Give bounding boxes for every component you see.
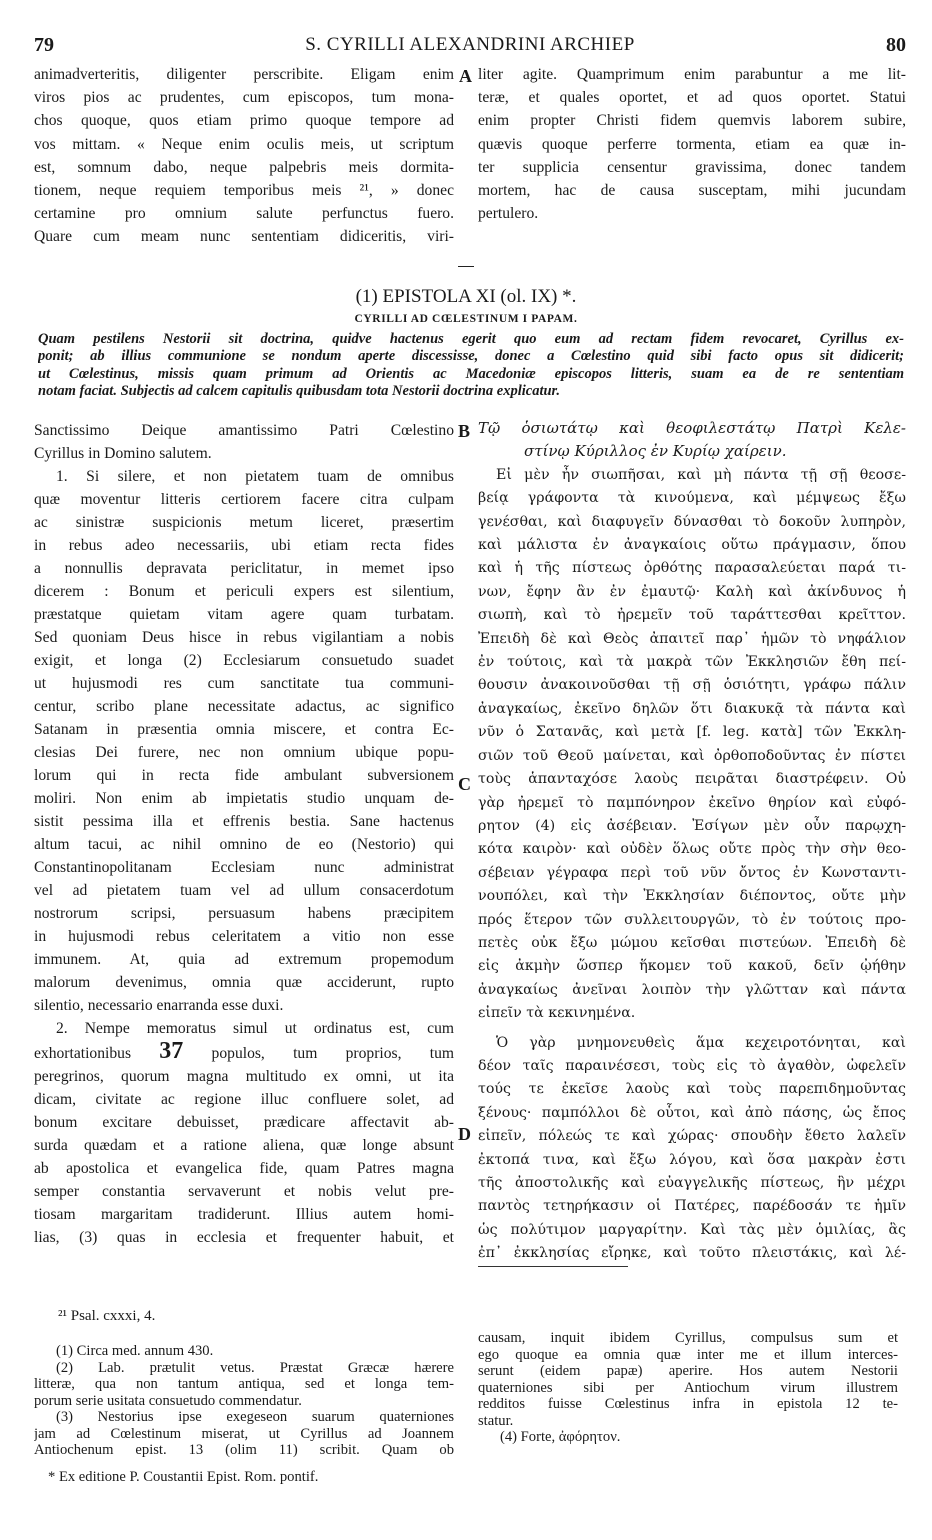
text-line: σιωπὴ, καὶ τὸ ἠρεμεῖν τοῦ ταράττεσθαι κρεῖττον. bbox=[478, 607, 906, 624]
text-line: σιῶν τοῦ Θεοῦ μαίνεται, καὶ ὀρθοποδοῦντας ἐν πίστει bbox=[478, 747, 906, 764]
salutation-line: Sanctissimo Deique amantissimo Patri Cœlestino bbox=[34, 422, 454, 439]
footnote-line: * Ex editione P. Coustantii Epist. Rom. pontif. bbox=[48, 1468, 319, 1485]
text-line: βείᾳ γράφοντα τὰ κινούμενα, καὶ μέμψεως ἔξω bbox=[478, 490, 906, 507]
text-line: θουσιν ἀνακοινοῦσθαι τῇ σῇ ὁσιότητι, γράφω πάλιν bbox=[478, 677, 906, 694]
text-line: νων, ἔφην ἂν ἐν ἐμαυτῷ· Καλὴ καὶ ἀκίνδυνος ἡ bbox=[478, 583, 906, 600]
text-line: a nonnullis depravata periclitatur, in memet ipso bbox=[34, 560, 454, 577]
text-line: ἐπ᾽ ἐκκλησίας εἴρηκε, καὶ τοῦτο πλειστάκις, καὶ λέ- bbox=[478, 1245, 906, 1262]
text-line: centur, scribo plane necessitate adactus, ac significo bbox=[34, 698, 454, 715]
text-line: καὶ μάλιστα ἐν ἀναγκαίοις οὕτω πράγμασιν, ὅπου bbox=[478, 537, 906, 554]
text-line: ac sinistræ suspicionis metum liceret, præsertim bbox=[34, 514, 454, 531]
text-line: ἐν τούτοις, καὶ τὰ μακρὰ τῶν Ἐκκλησιῶν ἔθη πεί- bbox=[478, 654, 906, 671]
footnotes-right bbox=[478, 1330, 898, 1446]
margin-marker-c: C bbox=[458, 774, 471, 794]
greek-salutation: στίνῳ Κύριλλος ἐν Κυρίῳ χαίρειν. bbox=[524, 442, 787, 461]
text-line: Ἐπειδὴ δὲ καὶ Θεὸς ἀπαιτεῖ παρ᾽ ἡμῶν τὸ νηφάλιον bbox=[478, 630, 906, 647]
text-line: 1. Si silere, et non pietatem tuam de omnibus bbox=[56, 468, 454, 485]
text-line: clesias Dei furere, nec non omnium ubique popu- bbox=[34, 744, 454, 761]
salutation-line: Cyrillus in Domino salutem. bbox=[34, 445, 212, 462]
text-line: moliri. Non enim ab impietatis studio unquam de- bbox=[34, 790, 454, 807]
text-line: Εἰ μὲν ἦν σιωπῆσαι, καὶ μὴ πάντα τῇ σῇ θεοσε- bbox=[496, 466, 906, 483]
text-line: τοὺς ἁπανταχόσε λαοὺς πειρᾶται διαστρέφειν. Οὐ bbox=[478, 771, 906, 788]
text-line: τῆς ἀποστολικῆς καὶ εὐαγγελικῆς πίστεως, ἣν μέχρι bbox=[478, 1175, 906, 1191]
footnote-line: litteræ, qua non tantum antiqua, sed et longa tem- bbox=[34, 1376, 454, 1392]
text-line: ἀναγκαίως, ἐκεῖνο δηλῶν ὅτι διακυκᾷ τὰ πάντα καὶ bbox=[478, 700, 906, 717]
text-line: est, somnum dabo, neque palpebris meis dormita- bbox=[34, 158, 454, 176]
text-line: ut hujusmodi res cum sanctitate tua communi- bbox=[34, 675, 454, 692]
text-line: νῦν ὁ Σατανᾶς, καὶ μετὰ [f. leg. κατὰ] τῶν Ἐκκλη- bbox=[478, 724, 906, 741]
text-line: ἐκτοπά τινα, καὶ ἔξω λόγου, καὶ ὅσα μακρὰν ἐστι bbox=[478, 1151, 906, 1168]
summary-line: ut Cœlestinus, missis quam primum ad Orientis ac Macedoniæ episcopos litteris, suam ea de re sententiam bbox=[38, 365, 904, 382]
text-line: peregrinos, quorum magna multitudo ex omni, ut ita bbox=[34, 1068, 454, 1085]
summary-line: notam faciat. Subjectis ad calcem capitulis quibusdam tota Nestorii doctrina explicatur. bbox=[38, 382, 561, 399]
text-line: silentio, necessario enarranda esse duxi. bbox=[34, 997, 284, 1014]
text-line: εἰπεῖν τὰ κεκινημένα. bbox=[478, 1005, 636, 1022]
footnote-line: statur. bbox=[478, 1412, 514, 1429]
text-line: γὰρ ἠρεμεῖ τὸ παμπόνηρον ἐκεῖνο θηρίον καὶ εὐφό- bbox=[478, 794, 906, 811]
text-line: ab apostolica et evangelica fide, quam Patres magna bbox=[34, 1160, 454, 1177]
text-line: πετὲς οὐκ ἔξω μώμου κεῖσθαι πιστεύων. Ἐπειδὴ δὲ bbox=[478, 934, 906, 951]
text-line: πρός ἕτερον τῶν συλλειτουργῶν, τὸ ἐν τούτοις προ- bbox=[478, 911, 906, 928]
text-line: τούς τε ἐκεῖσε λαοὺς καὶ τοὺς παρεπιδημοῦντας bbox=[478, 1081, 906, 1098]
text-line: mortem, hac de causa susceptam, mihi jucundam bbox=[478, 182, 906, 200]
text-line: liter agite. Quamprimum enim parabuntur a me lit- bbox=[478, 66, 906, 83]
epistle-summary bbox=[38, 331, 904, 400]
footnote-line: porum serie usitata consuetudo commendatur. bbox=[34, 1392, 302, 1409]
text-line: dicerem : Bonum et periculi expers est silentium, bbox=[34, 583, 454, 600]
text-line: surda quædam et a ratione aliena, quæ longe absunt bbox=[34, 1137, 454, 1154]
text-line: exigit, et longa (2) Ecclesiarum consuetudo suadet bbox=[34, 652, 454, 669]
text-line: lias, (3) quas in ecclesia et frequenter habuit, et bbox=[34, 1229, 454, 1246]
text-line: ter supplicia censentur gravissima, donec tandem bbox=[478, 158, 906, 176]
greek-column bbox=[478, 417, 906, 1266]
text-line: quævis quoque perferre tormenta, etiam ea quæ in- bbox=[478, 135, 906, 153]
text-line: καὶ ἡ τῆς πίστεως ὀρθότης παρασαλεύεται παρά τι- bbox=[478, 560, 906, 577]
text-line: pertulero. bbox=[478, 205, 539, 223]
text-line: vos mittam. « Neque enim oculis meis, ut scriptum bbox=[34, 135, 454, 153]
margin-marker-a: A bbox=[459, 66, 472, 86]
footnote-line: quaterniones sibi per Antiochum virum illustrem bbox=[478, 1379, 898, 1396]
text-line: chos quoque, quos etiam primo quoque tempore ad bbox=[34, 112, 454, 130]
footnote-line: causam, inquit ibidem Cyrillus, compulsus sum et bbox=[478, 1330, 898, 1346]
text-fragment: exhortationibus bbox=[34, 1045, 132, 1062]
epistle-subtitle: CYRILLI AD CŒLESTINUM I PAPAM. bbox=[354, 313, 578, 325]
text-line: ξένους· παμπόλλοι δὲ οὗτοι, καὶ ἀπὸ πάσης, ὡς ἔπος bbox=[478, 1104, 906, 1121]
latin-column bbox=[34, 419, 454, 1249]
section-divider bbox=[458, 266, 474, 267]
footnote-line: (2) Lab. prætulit vetus. Præstat Græcæ hærere bbox=[56, 1359, 454, 1376]
text-line: γενέσθαι, καὶ διαφυγεῖν δύνασθαι τὸ δοκοῦν λυπηρὸν, bbox=[478, 513, 906, 530]
text-line: dicam, civitate ac regione illuc confluere solet, ad bbox=[34, 1091, 454, 1108]
margin-marker-d: D bbox=[458, 1124, 471, 1144]
footnote-line: serunt (eidem papæ) aperire. Hos autem Nestorii bbox=[478, 1363, 898, 1379]
text-line: παντὸς τετηρήκασιν οἱ Πατέρες, παρέδοσάν τε ἡμῖν bbox=[478, 1198, 906, 1215]
text-line: vel ad pietatem tuam vel ad ullum consacerdotum bbox=[34, 882, 454, 899]
text-line: sistit pessima illa et effrenis bestia. Sane hactenus bbox=[34, 813, 454, 830]
text-line: enim propter Christi fidem quemvis laborem subire, bbox=[478, 112, 906, 130]
column-number: 37 bbox=[159, 1040, 184, 1064]
text-line: ὡς πολύτιμον μαργαρίτην. Καὶ τὰς μὲν ὁμιλίας, ἃς bbox=[478, 1221, 906, 1238]
text-line: ρητον (4) εἰς ἀσέβειαν. Ἐσίγων μὲν οὖν παρῳχη- bbox=[478, 817, 906, 834]
text-line: Satanam in præsentia omnia miscere, et contra Ec- bbox=[34, 721, 454, 738]
footnote-line: Antiochenum epist. 13 (olim 11) scribit. Quam ob bbox=[34, 1442, 454, 1458]
text-line: Quare cum meam nunc sententiam didiceritis, viri- bbox=[34, 228, 454, 246]
text-line: nostrorum scripsi, persuasum habens præcipitem bbox=[34, 905, 454, 922]
text-line: tiosam margaritam tradiderunt. Illius autem homi- bbox=[34, 1206, 454, 1223]
text-line: Ὁ γὰρ μνημονευθεὶς ἅμα κεχειροτόνηται, καὶ bbox=[496, 1034, 906, 1051]
footnote-line: (4) Forte, ἀφόρητον. bbox=[500, 1429, 621, 1445]
text-line: animadverteritis, diligenter perscribite. Eligam enim bbox=[34, 66, 454, 83]
text-line: viros pios ac prudentes, cum episcopos, tum mona- bbox=[34, 89, 454, 107]
text-line: εἰς ἀκμὴν ὥσπερ ἥκομεν τοῦ κακοῦ, δεῖν ᾠήθην bbox=[478, 958, 906, 975]
top-right-column bbox=[478, 63, 906, 225]
footnote-line: jam ad Cœlestinum miserat, ut Cyrillus ad Joannem bbox=[34, 1425, 454, 1442]
text-line: certamine pro omnium salute perfunctus fuero. bbox=[34, 205, 454, 223]
page-number-left: 79 bbox=[34, 34, 54, 56]
text-line: quæ moventur litteris certiorem facere citra culpam bbox=[34, 491, 454, 508]
scripture-footnote: ²¹ Psal. cxxxi, 4. bbox=[58, 1308, 156, 1324]
margin-marker-b: B bbox=[458, 421, 471, 441]
text-line: teræ, et quales oportet, et ad quos oportet. Statui bbox=[478, 89, 906, 107]
footnote-line: ego quoque ea omnia quæ inter me et illum interces- bbox=[478, 1346, 898, 1363]
text-line-with-column-number bbox=[34, 1040, 454, 1065]
text-line: Constantinopolitanam Ecclesiam nunc administrat bbox=[34, 859, 454, 876]
summary-line: Quam pestilens Nestorii sit doctrina, quidve hactenus egerit quo eum ad rectam fidem revocaret, Cyrillus ex- bbox=[38, 331, 904, 347]
text-line: ἀναγκαίως ἀνεῖναι λοιπὸν τὴν γλῶτταν καὶ πάντα bbox=[478, 981, 906, 998]
text-line: νουπόλει, καὶ τὴν Ἐκκλησίαν διέποντος, οὔτε μὴν bbox=[478, 888, 906, 905]
text-line: præstatque quietam vitam agere quam turbatam. bbox=[34, 606, 454, 623]
text-line: lorum qui in recta fide ambulant subversionem bbox=[34, 767, 454, 784]
epistle-title: (1) EPISTOLA XI (ol. IX) *. bbox=[355, 286, 577, 307]
text-line: in rebus adeo necessariis, ubi etiam recta fides bbox=[34, 537, 454, 554]
footnotes-left bbox=[34, 1343, 454, 1485]
summary-line: ponit; ab illius communione se nondum aperte discessisse, donec a Cœlestino quid sibi facto opus sit didicerit; bbox=[38, 348, 904, 365]
top-left-column bbox=[34, 63, 454, 249]
text-line: εἰπεῖν, πόλεώς τε καὶ χώρας· σπουδὴν ἔθετο λαλεῖν bbox=[478, 1128, 906, 1145]
footnote-line: redditos fuisse Cœlestinus infra in epistola 12 te- bbox=[478, 1396, 898, 1412]
footnote-line: (1) Circa med. annum 430. bbox=[56, 1343, 214, 1359]
footnote-line: (3) Nestorius ipse exegeseon suarum quaterniones bbox=[56, 1409, 454, 1425]
text-line: 2. Nempe memoratus simul ut ordinatus est, cum bbox=[56, 1020, 454, 1037]
text-line: in hujusmodi rebus celeritatem a vitio non esse bbox=[34, 928, 454, 945]
text-line: bonum excitare debuisset, prædicare affectavit ab- bbox=[34, 1114, 454, 1131]
text-line: malorum devenimus, omnia quæ acciderunt, rupto bbox=[34, 974, 454, 991]
running-title: S. CYRILLI ALEXANDRINI ARCHIEP bbox=[305, 34, 635, 55]
page-number-right: 80 bbox=[886, 34, 906, 56]
text-line: δέον ταῖς παραινέσεσι, τοὺς εἰς τὸ ἀγαθὸν, ὠφελεῖν bbox=[478, 1057, 906, 1074]
text-line: σέβειαν γέγραφα περὶ τοῦ νῦν ὄντος ἐν Κωνσταντι- bbox=[478, 864, 906, 881]
text-line: κότα καιρὸν· καὶ οὐδὲν ὅλως οὔτε πρὸς τὴν σὴν θεο- bbox=[478, 841, 906, 858]
text-fragment: populos, tum proprios, tum bbox=[211, 1045, 454, 1062]
text-line: semper constantia servaverunt et nobis velut pre- bbox=[34, 1183, 454, 1200]
text-line: tionem, neque requiem temporibus meis ²¹, » donec bbox=[34, 182, 454, 200]
text-line: Sed quoniam Deus hisce in rebus vigilantiam a nobis bbox=[34, 629, 454, 646]
running-header bbox=[34, 34, 906, 58]
greek-salutation: Τῷ ὁσιωτάτῳ καὶ θεοφιλεστάτῳ Πατρὶ Κελε- bbox=[478, 419, 906, 437]
footnote-divider bbox=[478, 1266, 628, 1267]
text-line: immunem. At, quia ad extremum propemodum bbox=[34, 951, 454, 968]
text-line: altum tacui, ac nihil omnino de eo (Nestorio) qui bbox=[34, 836, 454, 853]
